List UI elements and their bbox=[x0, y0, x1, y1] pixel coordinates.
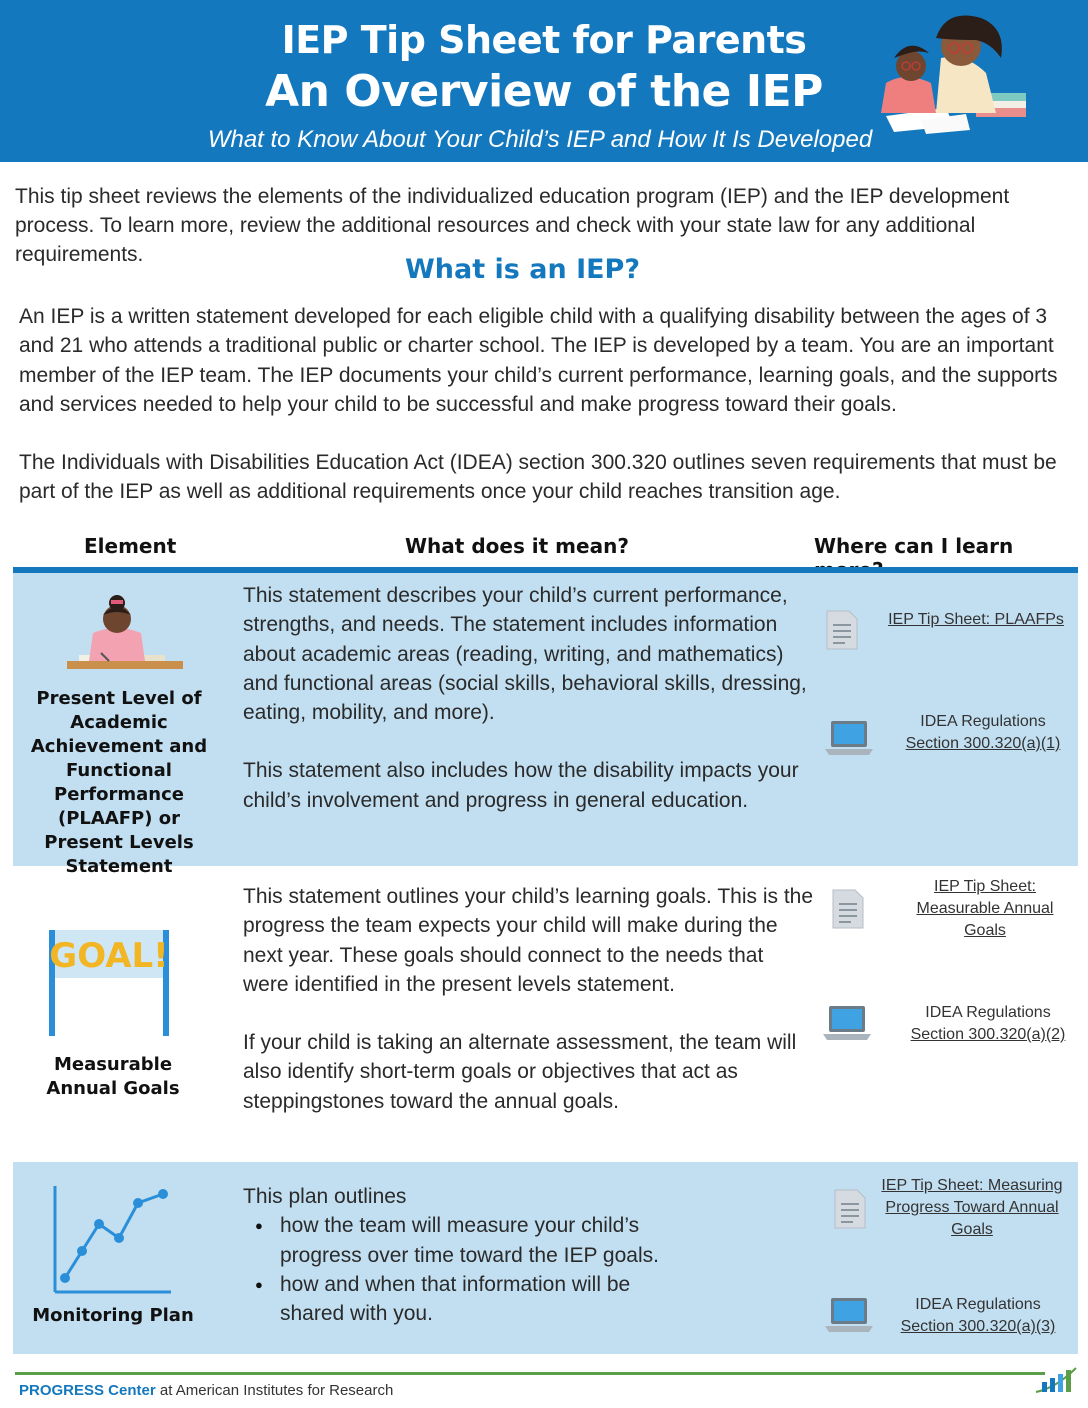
link-idea-regulations-3[interactable] bbox=[883, 1294, 1073, 1338]
meaning-annual-goals bbox=[243, 882, 813, 1116]
idea-section-link-1[interactable]: Section 300.320(a)(1) bbox=[905, 735, 1061, 752]
document-icon bbox=[825, 609, 859, 651]
element-annual-goals: Measurable Annual Goals bbox=[46, 1054, 180, 1099]
what-is-paragraph-2: The Individuals with Disabilities Education Act (IDEA) section 300.320 outlines seven requirements that must be part of the IEP as well as additional requirements once your child reaches transition age. bbox=[19, 451, 1057, 504]
laptop-icon bbox=[823, 1004, 871, 1044]
child-writing-illustration bbox=[65, 595, 185, 677]
link-idea-regulations-2[interactable] bbox=[893, 1002, 1083, 1046]
document-icon bbox=[833, 1188, 867, 1230]
progress-center-logo-icon bbox=[1034, 1362, 1080, 1396]
link-monitoring-tip-sheet-text[interactable]: IEP Tip Sheet: Measuring Progress Toward Annual Goals bbox=[881, 1177, 1063, 1238]
column-header-meaning: What does it mean? bbox=[405, 534, 629, 558]
subtitle: What to Know About Your Child’s IEP and How It Is Developed bbox=[207, 126, 873, 153]
laptop-icon bbox=[825, 719, 873, 759]
document-icon bbox=[831, 888, 865, 930]
table-row-plaafp bbox=[13, 573, 1078, 877]
idea-label-2: IDEA Regulations bbox=[925, 1004, 1051, 1021]
meaning-monitoring-plan bbox=[243, 1182, 683, 1328]
link-monitoring-tip-sheet[interactable] bbox=[879, 1175, 1065, 1241]
what-is-paragraph-1: An IEP is a written statement developed for each eligible child with a qualifying disability between the ages of 3 and 21 who attends a traditional public or charter school. The IEP is developed by a team. You are an important member of the IEP team. The IEP documents your child’s current performance, learning goals, and the supports and services needed to help your child to be successful and make progress toward their goals. bbox=[19, 305, 1058, 416]
monitoring-bullets bbox=[243, 1211, 683, 1328]
meaning-plaafp bbox=[243, 581, 813, 815]
title-line-2: An Overview of the IEP bbox=[265, 66, 823, 117]
goal-sign-text: GOAL! bbox=[49, 936, 169, 976]
monitoring-bullet-1: ● how the team will measure your child’s progress over time toward the IEP goals. bbox=[243, 1211, 683, 1270]
element-plaafp: Present Level of Academic Achievement and Functional Performance (PLAAFP) or Present Levels Statement bbox=[30, 688, 208, 877]
link-plaafp-tip-sheet[interactable] bbox=[881, 609, 1071, 631]
element-monitoring-plan: Monitoring Plan bbox=[32, 1305, 194, 1326]
laptop-icon bbox=[825, 1296, 873, 1336]
idea-label-3: IDEA Regulations bbox=[915, 1296, 1041, 1313]
meaning-goals-p2: If your child is taking an alternate assessment, the team will also identify short-term goals or objectives that act as steppingstones toward the annual goals. bbox=[243, 1031, 797, 1113]
table-row-monitoring-plan bbox=[13, 1162, 1078, 1354]
link-plaafp-tip-sheet-text[interactable]: IEP Tip Sheet: PLAAFPs bbox=[888, 611, 1064, 628]
footer-rest: at American Institutes for Research bbox=[155, 1382, 394, 1399]
title-line-1: IEP Tip Sheet for Parents bbox=[281, 18, 807, 62]
link-idea-regulations-1[interactable] bbox=[893, 711, 1073, 755]
link-annual-goals-tip-sheet-text[interactable]: IEP Tip Sheet: Measurable Annual Goals bbox=[916, 878, 1054, 939]
column-header-element: Element bbox=[84, 534, 177, 558]
header-banner bbox=[0, 0, 1088, 162]
monitoring-intro: This plan outlines bbox=[243, 1185, 407, 1208]
idea-section-link-2[interactable]: Section 300.320(a)(2) bbox=[910, 1026, 1066, 1043]
idea-section-link-3[interactable]: Section 300.320(a)(3) bbox=[900, 1318, 1056, 1335]
footer-credit bbox=[19, 1382, 393, 1399]
link-annual-goals-tip-sheet[interactable] bbox=[908, 876, 1062, 942]
meaning-goals-p1: This statement outlines your child’s learning goals. This is the progress the team expects your child will make during the next year. These goals should connect to the needs that were identified in the present levels statement. bbox=[243, 885, 814, 996]
what-is-iep-heading: What is an IEP? bbox=[404, 254, 641, 285]
footer-divider bbox=[15, 1372, 1045, 1375]
what-is-iep-body bbox=[19, 302, 1079, 507]
line-chart-illustration bbox=[51, 1184, 175, 1296]
monitoring-bullet-2: ● how and when that information will be shared with you. bbox=[243, 1270, 683, 1329]
column-header-learn-more: Where can I learn bbox=[814, 534, 1014, 558]
goal-sign-illustration bbox=[47, 928, 171, 1038]
parent-child-reading-illustration bbox=[866, 8, 1036, 138]
intro-paragraph: This tip sheet reviews the elements of the individualized education program (IEP) and the IEP development process. To learn more, review the additional resources and check with your state law for any additional requirements. bbox=[15, 185, 1010, 266]
meaning-plaafp-p2: This statement also includes how the disability impacts your child’s involvement and progress in general education. bbox=[243, 759, 799, 812]
table-row-annual-goals bbox=[13, 866, 1078, 1162]
idea-label-1: IDEA Regulations bbox=[920, 713, 1046, 730]
footer-org: PROGRESS Center bbox=[19, 1382, 156, 1399]
meaning-plaafp-p1: This statement describes your child’s current performance, strengths, and needs. The statement includes information about academic areas (reading, writing, and mathematics) and functional areas (social skills, behavioral skills, dressing, eating, mobility, and more). bbox=[243, 584, 807, 725]
